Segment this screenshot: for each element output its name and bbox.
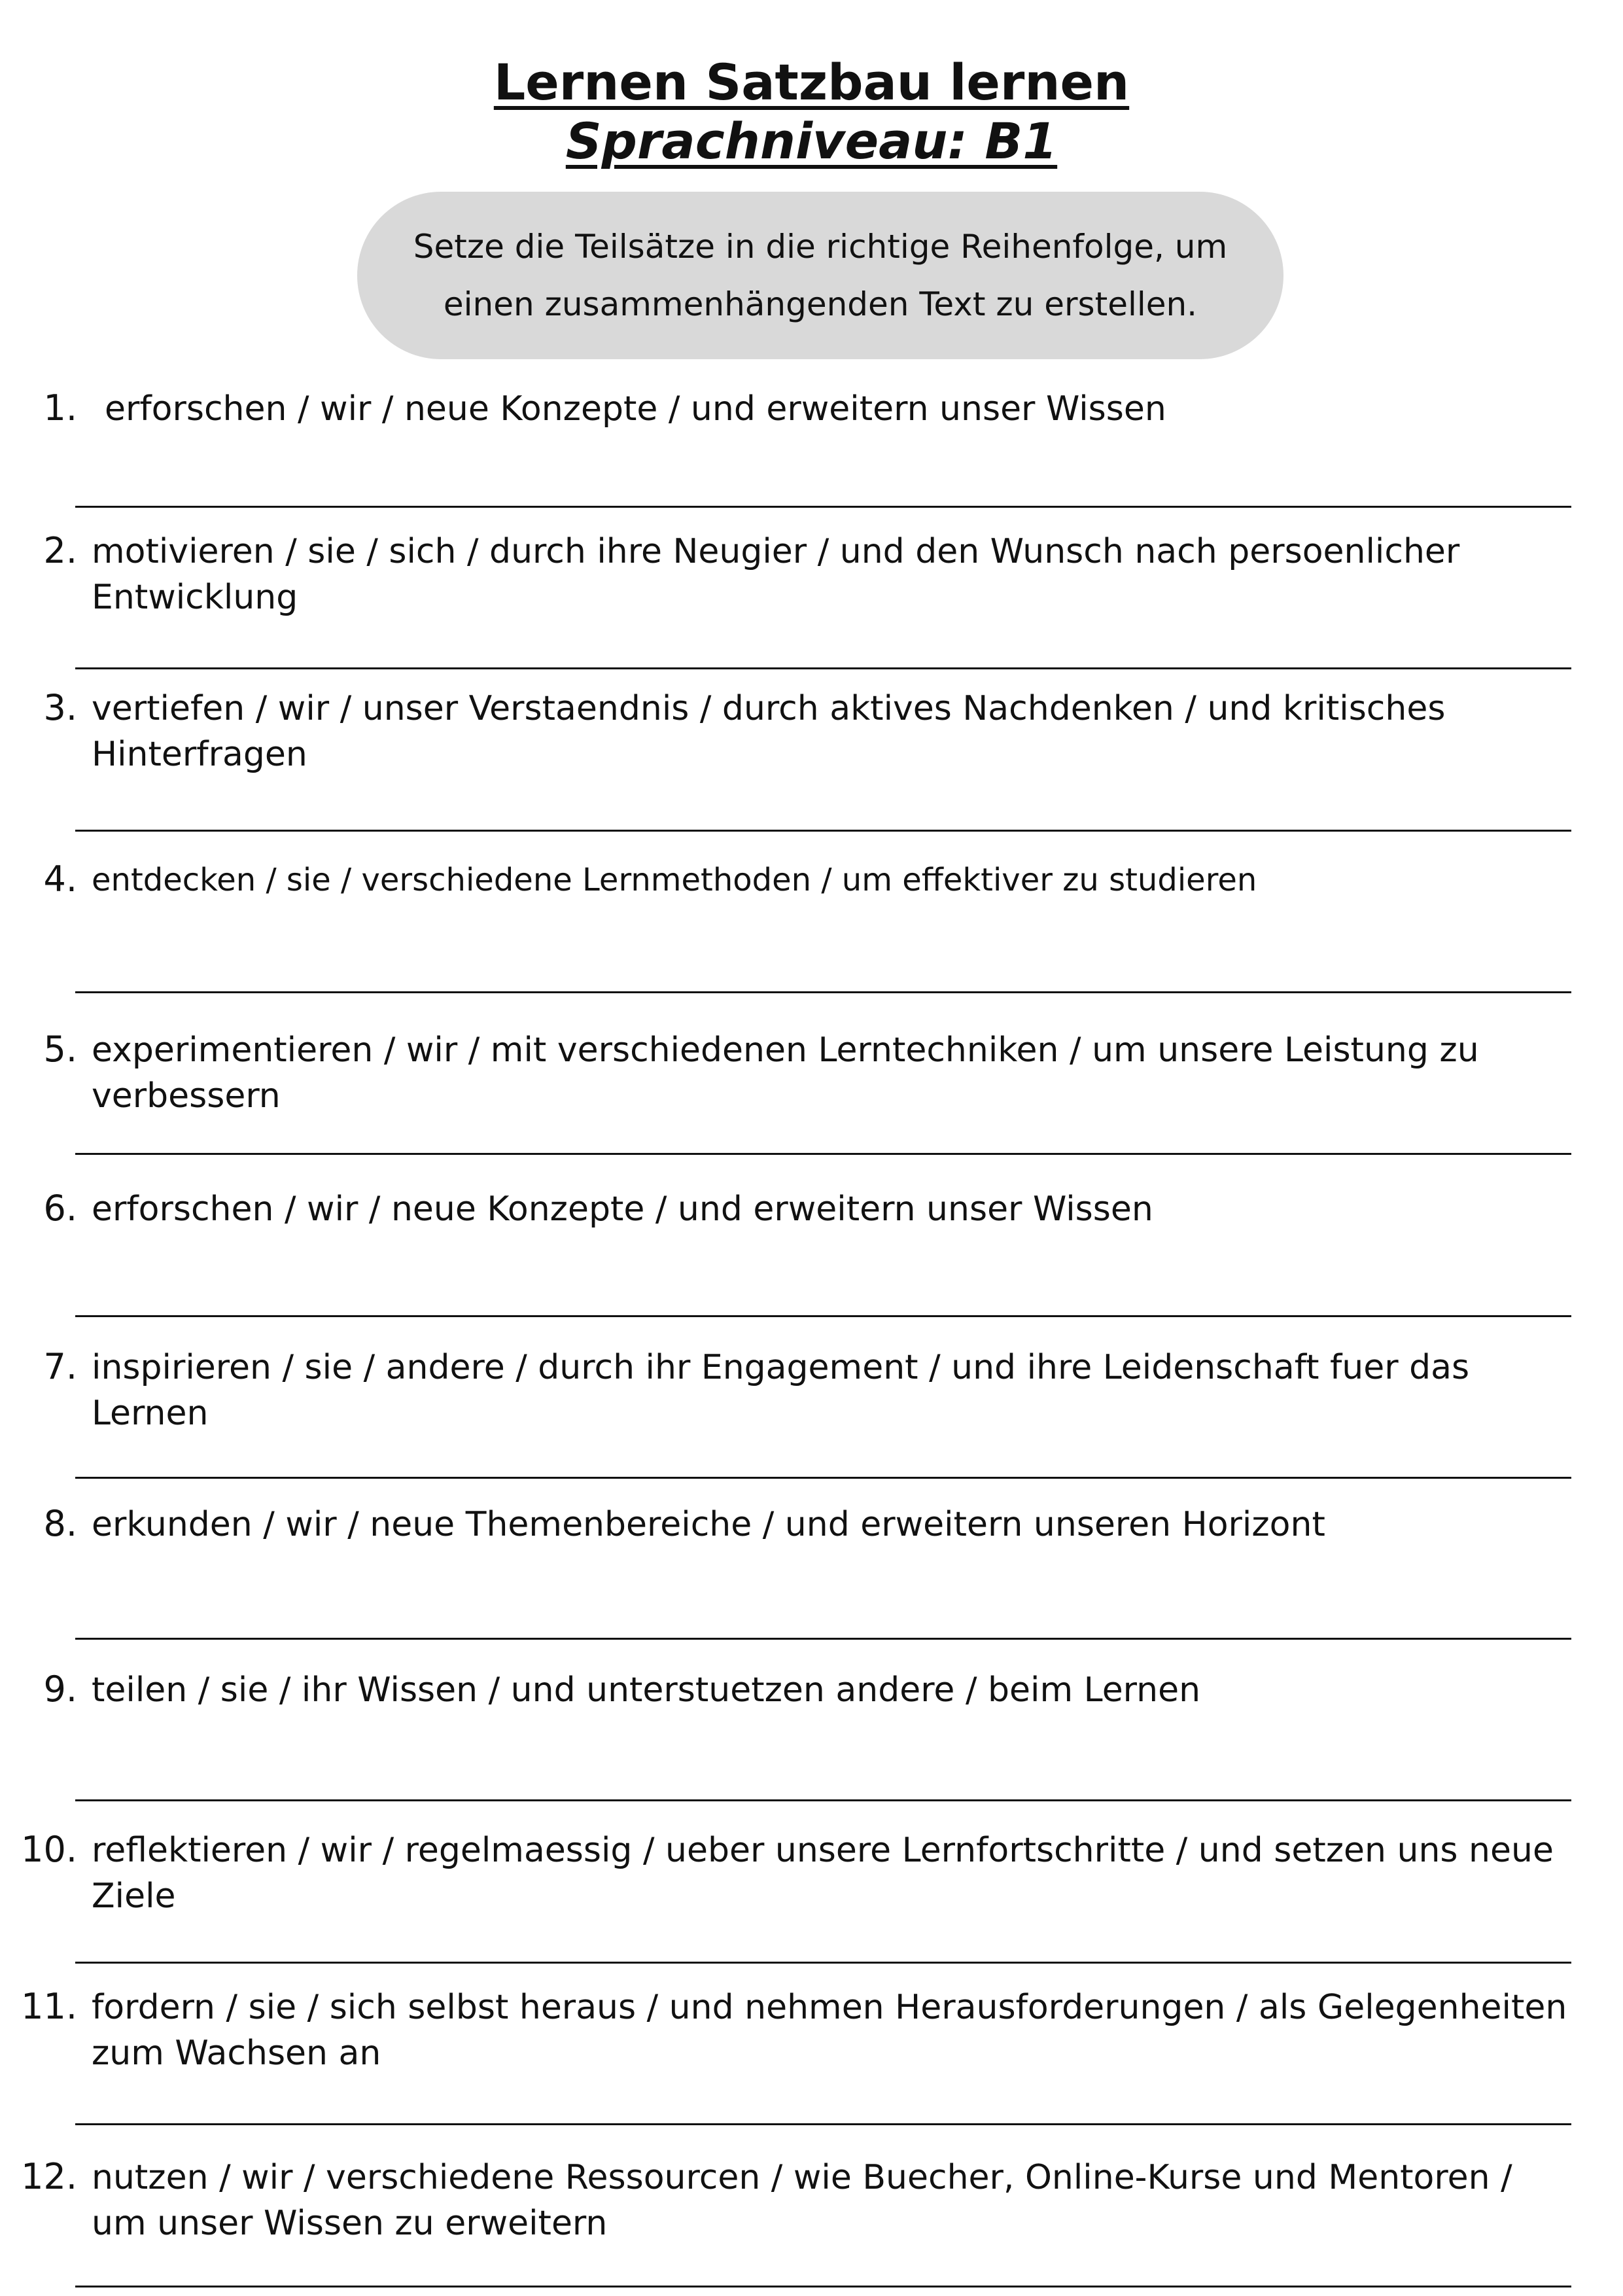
answer-line[interactable] <box>75 991 1571 993</box>
item-number: 8. <box>43 1503 77 1544</box>
answer-line[interactable] <box>75 2286 1571 2287</box>
item-number: 2. <box>43 530 77 571</box>
instruction-text: Setze die Teilsätze in die richtige Reihenfolge, um einen zusammenhängenden Text zu erstellen. <box>413 228 1228 323</box>
page-title: Lernen Satzbau lernen <box>493 53 1130 111</box>
answer-line[interactable] <box>75 1799 1571 1801</box>
item-text: entdecken / sie / verschiedene Lernmethoden / um effektiver zu studieren <box>92 862 1257 898</box>
answer-line[interactable] <box>75 1153 1571 1155</box>
item-text: erkunden / wir / neue Themenbereiche / und erweitern unseren Horizont <box>92 1505 1325 1544</box>
item-text: experimentieren / wir / mit verschiedenen Lerntechniken / um unsere Leistung zu verbessern <box>92 1031 1479 1116</box>
page-subtitle: Sprachniveau: B1 <box>565 112 1058 170</box>
item-number: 12. <box>21 2156 77 2197</box>
item-text: motivieren / sie / sich / durch ihre Neugier / und den Wunsch nach persoenlicher Entwicklung <box>92 532 1460 617</box>
item-text: fordern / sie / sich selbst heraus / und nehmen Herausforderungen / als Gelegenheiten zum Wachsen an <box>92 1988 1567 2073</box>
item-number: 9. <box>43 1669 77 1710</box>
item-number: 3. <box>43 687 77 728</box>
item-text: teilen / sie / ihr Wissen / und unterstuetzen andere / beim Lernen <box>92 1670 1201 1710</box>
item-text: inspirieren / sie / andere / durch ihr Engagement / und ihre Leidenschaft fuer das Lernen <box>92 1348 1470 1433</box>
answer-line[interactable] <box>75 1477 1571 1479</box>
answer-line[interactable] <box>75 1315 1571 1317</box>
answer-line[interactable] <box>75 830 1571 832</box>
answer-line[interactable] <box>75 667 1571 669</box>
item-number: 4. <box>43 858 77 900</box>
item-text: reflektieren / wir / regelmaessig / ueber unsere Lernfortschritte / und setzen uns neue Ziele <box>92 1831 1554 1916</box>
item-number: 5. <box>43 1029 77 1070</box>
item-number: 7. <box>43 1346 77 1387</box>
instruction-box <box>357 192 1283 359</box>
item-number: 1. <box>43 387 77 429</box>
item-text: vertiefen / wir / unser Verstaendnis / durch aktives Nachdenken / und kritisches Hinterfragen <box>92 689 1446 774</box>
answer-line[interactable] <box>75 506 1571 508</box>
item-number: 6. <box>43 1188 77 1229</box>
answer-line[interactable] <box>75 2123 1571 2125</box>
item-text: erforschen / wir / neue Konzepte / und erweitern unser Wissen <box>92 1190 1153 1229</box>
item-text: nutzen / wir / verschiedene Ressourcen / wie Buecher, Online-Kurse und Mentoren / um unser Wissen zu erweitern <box>92 2158 1512 2243</box>
answer-line[interactable] <box>75 1638 1571 1640</box>
item-text: erforschen / wir / neue Konzepte / und erweitern unser Wissen <box>105 389 1166 429</box>
item-number: 11. <box>21 1986 77 2027</box>
answer-line[interactable] <box>75 1962 1571 1964</box>
item-number: 10. <box>21 1829 77 1870</box>
